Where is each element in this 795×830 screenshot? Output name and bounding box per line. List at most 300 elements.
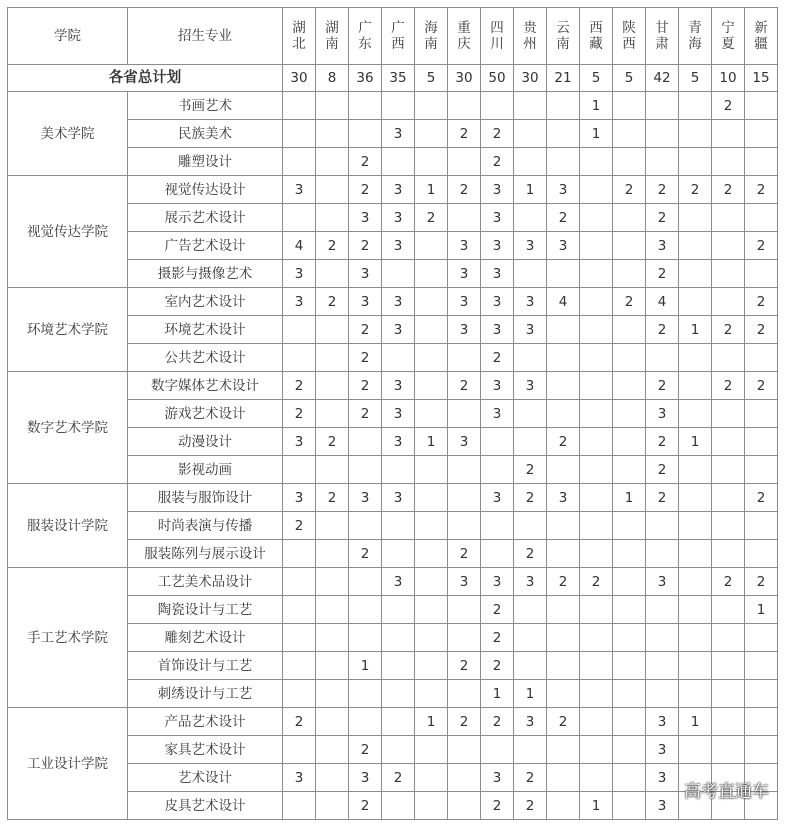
quota-cell [580, 428, 613, 456]
quota-cell: 3 [283, 428, 316, 456]
quota-cell [712, 456, 745, 484]
quota-cell: 2 [646, 204, 679, 232]
quota-cell [580, 400, 613, 428]
quota-cell: 2 [712, 92, 745, 120]
major-cell: 雕塑设计 [128, 148, 283, 176]
header-province-char: 西 [589, 20, 603, 36]
quota-cell [349, 120, 382, 148]
major-cell: 艺术设计 [128, 764, 283, 792]
quota-cell [547, 764, 580, 792]
quota-cell [745, 652, 778, 680]
quota-cell: 2 [349, 372, 382, 400]
quota-cell: 1 [415, 428, 448, 456]
quota-cell: 3 [283, 176, 316, 204]
header-province-char: 甘 [655, 20, 669, 36]
table-row [8, 288, 778, 316]
quota-cell [547, 260, 580, 288]
quota-cell [514, 344, 547, 372]
total-cell: 30 [448, 65, 481, 92]
quota-cell: 2 [712, 568, 745, 596]
quota-cell: 3 [547, 484, 580, 512]
quota-cell [613, 512, 646, 540]
quota-cell [349, 512, 382, 540]
quota-cell: 1 [679, 428, 712, 456]
quota-cell: 1 [613, 484, 646, 512]
quota-cell [481, 736, 514, 764]
quota-cell [679, 232, 712, 260]
header-province [481, 8, 514, 65]
quota-cell [580, 344, 613, 372]
header-province [316, 8, 349, 65]
quota-cell [613, 736, 646, 764]
quota-cell: 2 [514, 540, 547, 568]
quota-cell [415, 484, 448, 512]
quota-cell [514, 260, 547, 288]
college-cell: 手工艺术学院 [8, 568, 128, 708]
quota-cell [580, 512, 613, 540]
quota-cell: 2 [646, 316, 679, 344]
quota-cell [481, 456, 514, 484]
quota-cell [745, 456, 778, 484]
quota-cell [316, 204, 349, 232]
header-province-char: 青 [688, 20, 702, 36]
quota-cell [547, 540, 580, 568]
quota-cell [646, 148, 679, 176]
quota-cell [547, 652, 580, 680]
quota-cell [580, 708, 613, 736]
quota-cell: 3 [514, 232, 547, 260]
quota-cell [382, 540, 415, 568]
quota-cell [316, 400, 349, 428]
quota-cell [415, 344, 448, 372]
quota-cell [283, 736, 316, 764]
quota-cell [481, 512, 514, 540]
quota-cell [712, 708, 745, 736]
header-province-char: 陕 [622, 20, 636, 36]
quota-cell: 2 [448, 708, 481, 736]
quota-cell [283, 792, 316, 820]
header-province [613, 8, 646, 65]
major-cell: 环境艺术设计 [128, 316, 283, 344]
quota-cell [349, 92, 382, 120]
quota-cell [745, 120, 778, 148]
quota-cell [448, 344, 481, 372]
quota-cell: 2 [745, 232, 778, 260]
quota-cell [547, 624, 580, 652]
quota-cell: 1 [679, 708, 712, 736]
quota-cell [547, 120, 580, 148]
quota-cell [547, 792, 580, 820]
table-row [8, 176, 778, 204]
quota-cell: 2 [448, 176, 481, 204]
header-province-char: 海 [424, 20, 438, 36]
quota-cell [613, 652, 646, 680]
quota-cell [283, 596, 316, 624]
quota-cell [712, 484, 745, 512]
quota-cell: 1 [349, 652, 382, 680]
quota-cell: 2 [745, 176, 778, 204]
major-cell: 陶瓷设计与工艺 [128, 596, 283, 624]
quota-cell [514, 624, 547, 652]
college-cell: 工业设计学院 [8, 708, 128, 820]
quota-cell [283, 652, 316, 680]
quota-cell [283, 148, 316, 176]
quota-cell: 2 [547, 428, 580, 456]
quota-cell [415, 92, 448, 120]
quota-cell [283, 624, 316, 652]
table-row [8, 708, 778, 736]
quota-cell [316, 596, 349, 624]
quota-cell [514, 400, 547, 428]
quota-cell [613, 316, 646, 344]
quota-cell [382, 736, 415, 764]
header-province [745, 8, 778, 65]
quota-cell [745, 680, 778, 708]
quota-cell [613, 204, 646, 232]
quota-cell [547, 596, 580, 624]
quota-cell [580, 316, 613, 344]
quota-cell [415, 288, 448, 316]
quota-cell: 3 [448, 428, 481, 456]
quota-cell: 3 [481, 316, 514, 344]
quota-cell [316, 624, 349, 652]
quota-cell [316, 652, 349, 680]
header-province-char: 南 [424, 36, 438, 52]
major-cell: 游戏艺术设计 [128, 400, 283, 428]
quota-cell [712, 680, 745, 708]
quota-cell [349, 428, 382, 456]
quota-cell [646, 120, 679, 148]
quota-cell: 2 [415, 204, 448, 232]
header-province-char: 疆 [754, 36, 768, 52]
quota-cell [679, 344, 712, 372]
quota-cell: 3 [481, 288, 514, 316]
major-cell: 首饰设计与工艺 [128, 652, 283, 680]
total-cell: 5 [613, 65, 646, 92]
quota-cell: 2 [481, 792, 514, 820]
quota-cell [613, 792, 646, 820]
quota-cell [580, 260, 613, 288]
quota-cell [580, 148, 613, 176]
table-row [8, 372, 778, 400]
major-cell: 服装陈列与展示设计 [128, 540, 283, 568]
quota-cell: 3 [283, 764, 316, 792]
quota-cell [415, 596, 448, 624]
quota-cell [481, 428, 514, 456]
major-cell: 动漫设计 [128, 428, 283, 456]
quota-cell: 2 [745, 288, 778, 316]
quota-cell [547, 344, 580, 372]
total-cell: 50 [481, 65, 514, 92]
quota-cell [679, 512, 712, 540]
header-province-char: 贵 [523, 20, 537, 36]
quota-cell: 2 [349, 344, 382, 372]
quota-cell [382, 512, 415, 540]
quota-cell [349, 456, 382, 484]
totals-row [8, 65, 778, 92]
header-province-char: 东 [358, 36, 372, 52]
quota-cell [382, 92, 415, 120]
quota-cell [316, 708, 349, 736]
quota-cell [613, 456, 646, 484]
quota-cell [547, 512, 580, 540]
header-province-char: 云 [556, 20, 570, 36]
quota-cell [712, 428, 745, 456]
total-cell: 36 [349, 65, 382, 92]
total-cell: 5 [679, 65, 712, 92]
quota-cell: 3 [382, 484, 415, 512]
quota-cell [382, 680, 415, 708]
quota-cell [580, 204, 613, 232]
quota-cell [679, 456, 712, 484]
quota-cell [415, 120, 448, 148]
major-cell: 雕刻艺术设计 [128, 624, 283, 652]
quota-cell [448, 484, 481, 512]
header-province [679, 8, 712, 65]
quota-cell [382, 596, 415, 624]
quota-cell [349, 596, 382, 624]
quota-cell [382, 456, 415, 484]
quota-cell [415, 764, 448, 792]
quota-cell: 3 [349, 260, 382, 288]
quota-cell: 1 [679, 316, 712, 344]
total-cell: 8 [316, 65, 349, 92]
quota-cell: 2 [646, 372, 679, 400]
quota-cell: 1 [481, 680, 514, 708]
header-province [448, 8, 481, 65]
quota-cell [712, 120, 745, 148]
quota-cell [679, 120, 712, 148]
quota-cell [316, 512, 349, 540]
quota-cell: 3 [349, 288, 382, 316]
college-cell: 数字艺术学院 [8, 372, 128, 484]
quota-cell [415, 456, 448, 484]
quota-cell [514, 428, 547, 456]
quota-cell [679, 568, 712, 596]
quota-cell [580, 680, 613, 708]
header-province-char: 西 [391, 36, 405, 52]
major-cell: 摄影与摄像艺术 [128, 260, 283, 288]
header-province-char: 南 [325, 36, 339, 52]
quota-cell: 3 [382, 120, 415, 148]
quota-cell [679, 484, 712, 512]
quota-cell [448, 680, 481, 708]
quota-cell: 3 [349, 204, 382, 232]
header-province-char: 南 [556, 36, 570, 52]
quota-cell: 2 [349, 176, 382, 204]
quota-cell [745, 344, 778, 372]
quota-cell: 2 [745, 568, 778, 596]
header-province-char: 重 [457, 20, 471, 36]
header-province [349, 8, 382, 65]
quota-cell [580, 764, 613, 792]
quota-cell [382, 344, 415, 372]
quota-cell [283, 344, 316, 372]
quota-cell: 2 [745, 484, 778, 512]
header-row [8, 8, 778, 65]
quota-cell [646, 596, 679, 624]
quota-cell [613, 400, 646, 428]
major-cell: 服装与服饰设计 [128, 484, 283, 512]
header-province-char: 北 [292, 36, 306, 52]
header-province-char: 肃 [655, 36, 669, 52]
header-college: 学院 [8, 8, 128, 65]
quota-cell [712, 204, 745, 232]
quota-cell: 3 [382, 316, 415, 344]
quota-cell [415, 372, 448, 400]
quota-cell [415, 568, 448, 596]
college-cell: 环境艺术学院 [8, 288, 128, 372]
quota-cell: 2 [547, 204, 580, 232]
quota-cell: 2 [448, 120, 481, 148]
quota-cell [679, 596, 712, 624]
quota-cell: 3 [481, 372, 514, 400]
quota-cell: 2 [547, 568, 580, 596]
quota-cell [745, 148, 778, 176]
quota-cell [349, 624, 382, 652]
quota-cell [382, 260, 415, 288]
total-cell: 5 [580, 65, 613, 92]
quota-cell [382, 792, 415, 820]
quota-cell [415, 652, 448, 680]
college-cell: 美术学院 [8, 92, 128, 176]
quota-cell: 2 [316, 484, 349, 512]
major-cell: 刺绣设计与工艺 [128, 680, 283, 708]
quota-cell [283, 680, 316, 708]
quota-cell: 2 [712, 372, 745, 400]
header-province-char: 川 [490, 36, 504, 52]
quota-cell [547, 148, 580, 176]
quota-cell: 2 [745, 372, 778, 400]
quota-cell: 3 [481, 764, 514, 792]
quota-cell [679, 260, 712, 288]
quota-cell [547, 372, 580, 400]
quota-cell [514, 92, 547, 120]
quota-cell: 3 [448, 316, 481, 344]
quota-cell: 3 [382, 232, 415, 260]
quota-cell [415, 148, 448, 176]
quota-cell [646, 540, 679, 568]
quota-cell [679, 400, 712, 428]
quota-cell [712, 148, 745, 176]
quota-cell [316, 148, 349, 176]
major-cell: 视觉传达设计 [128, 176, 283, 204]
quota-cell [745, 204, 778, 232]
major-cell: 公共艺术设计 [128, 344, 283, 372]
quota-cell [448, 792, 481, 820]
quota-cell [349, 568, 382, 596]
header-province [514, 8, 547, 65]
quota-cell: 3 [382, 204, 415, 232]
header-province [283, 8, 316, 65]
major-cell: 民族美术 [128, 120, 283, 148]
quota-cell [712, 344, 745, 372]
quota-cell: 1 [580, 120, 613, 148]
quota-cell: 2 [316, 288, 349, 316]
quota-cell: 3 [646, 792, 679, 820]
quota-cell [415, 680, 448, 708]
quota-cell [316, 176, 349, 204]
quota-cell [316, 120, 349, 148]
quota-cell: 3 [349, 484, 382, 512]
total-cell: 5 [415, 65, 448, 92]
quota-cell [316, 764, 349, 792]
quota-cell: 2 [646, 484, 679, 512]
quota-cell: 2 [283, 512, 316, 540]
quota-cell [415, 400, 448, 428]
quota-cell [613, 540, 646, 568]
quota-cell [679, 92, 712, 120]
quota-cell: 2 [382, 764, 415, 792]
quota-cell [712, 652, 745, 680]
quota-cell: 3 [514, 316, 547, 344]
quota-cell [580, 596, 613, 624]
quota-cell [514, 120, 547, 148]
quota-cell: 2 [646, 428, 679, 456]
quota-cell [580, 288, 613, 316]
quota-cell [613, 372, 646, 400]
quota-cell [415, 736, 448, 764]
quota-cell [316, 568, 349, 596]
quota-cell [415, 232, 448, 260]
header-province-char: 四 [490, 20, 504, 36]
total-cell: 30 [283, 65, 316, 92]
quota-cell: 3 [283, 288, 316, 316]
quota-cell: 2 [646, 176, 679, 204]
college-cell: 视觉传达学院 [8, 176, 128, 288]
quota-cell [547, 92, 580, 120]
quota-cell [316, 540, 349, 568]
header-province [382, 8, 415, 65]
quota-cell: 3 [382, 288, 415, 316]
quota-cell [349, 708, 382, 736]
quota-cell [316, 344, 349, 372]
quota-cell [679, 736, 712, 764]
table-row [8, 92, 778, 120]
quota-cell [712, 400, 745, 428]
quota-cell [481, 540, 514, 568]
quota-cell [547, 456, 580, 484]
quota-cell [316, 316, 349, 344]
header-province-char: 湖 [292, 20, 306, 36]
quota-cell: 3 [514, 288, 547, 316]
quota-cell [712, 288, 745, 316]
quota-cell: 3 [547, 176, 580, 204]
quota-cell: 3 [481, 176, 514, 204]
quota-cell [580, 540, 613, 568]
quota-cell [613, 344, 646, 372]
quota-cell [745, 92, 778, 120]
quota-cell [283, 540, 316, 568]
quota-cell: 2 [481, 148, 514, 176]
enrollment-plan-table [7, 7, 778, 820]
quota-cell [283, 120, 316, 148]
major-cell: 书画艺术 [128, 92, 283, 120]
watermark-text: 高考直通车 [684, 782, 769, 802]
quota-cell: 3 [514, 372, 547, 400]
header-province-char: 宁 [721, 20, 735, 36]
quota-cell [283, 316, 316, 344]
table-row [8, 568, 778, 596]
quota-cell [613, 148, 646, 176]
quota-cell [646, 680, 679, 708]
quota-cell: 3 [382, 400, 415, 428]
quota-cell: 2 [448, 540, 481, 568]
total-cell: 42 [646, 65, 679, 92]
major-cell: 皮具艺术设计 [128, 792, 283, 820]
quota-cell: 3 [283, 484, 316, 512]
quota-cell: 2 [316, 232, 349, 260]
